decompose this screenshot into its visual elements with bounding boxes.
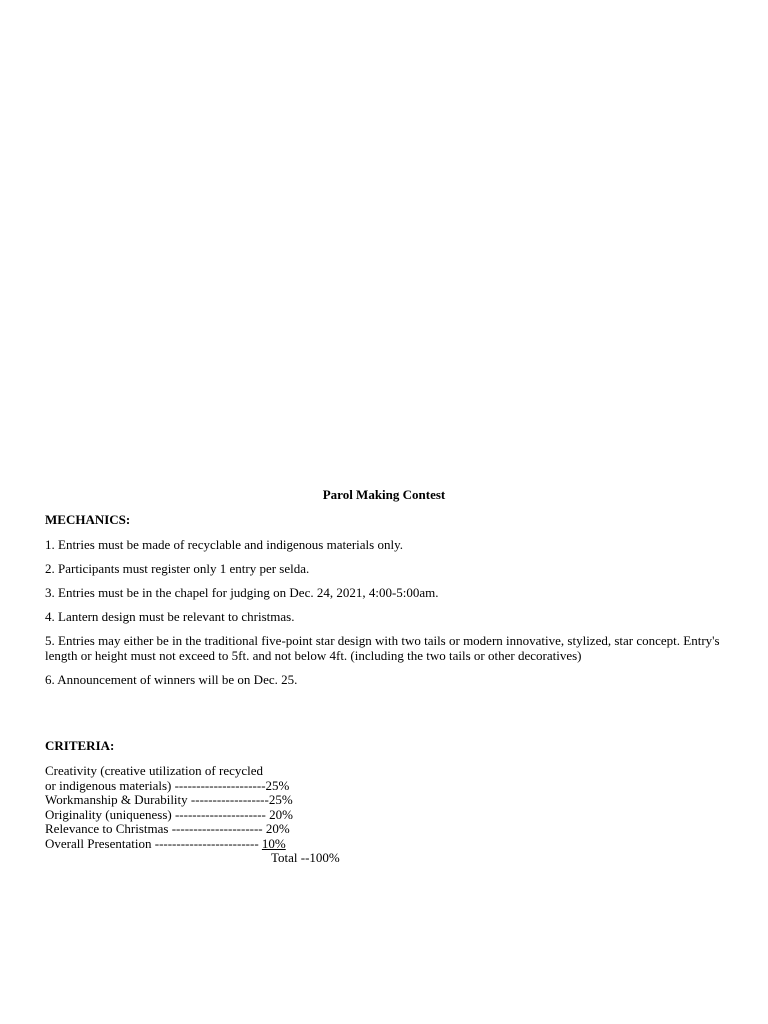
mechanics-item: 6. Announcement of winners will be on Dec. 25.	[45, 672, 298, 687]
mechanics-item: 2. Participants must register only 1 entry per selda.	[45, 561, 310, 576]
criteria-line: Creativity (creative utilization of recycled	[45, 763, 264, 778]
criteria-line: or indigenous materials) ---------------------25%	[45, 777, 290, 793]
criteria-line: Originality (uniqueness) --------------------- 20%	[45, 806, 293, 822]
mechanics-list	[45, 537, 725, 696]
page-title: Parol Making Contest	[322, 487, 446, 502]
criteria-line-overall	[45, 837, 293, 852]
criteria-heading: CRITERIA:	[45, 738, 115, 753]
mechanics-item: 3. Entries must be in the chapel for judging on Dec. 24, 2021, 4:00-5:00am.	[45, 585, 439, 600]
criteria-total: Total --100%	[271, 850, 340, 865]
mechanics-item: 4. Lantern design must be relevant to christmas.	[45, 609, 295, 624]
criteria-line: Relevance to Christmas --------------------- 20%	[45, 821, 290, 836]
mechanics-item: 1. Entries must be made of recyclable and indigenous materials only.	[45, 537, 403, 552]
mechanics-heading: MECHANICS:	[45, 512, 131, 527]
criteria-line-label: Overall Presentation ------------------------	[45, 835, 262, 851]
criteria-list	[45, 764, 293, 851]
mechanics-item: 5. Entries may either be in the traditional five-point star design with two tails or modern innovative, stylized, star concept. Entry's length or height must not exceed to 5ft. and not below 4ft. (including the two tails or other decoratives)	[45, 633, 720, 663]
criteria-line: Workmanship & Durability ------------------25%	[45, 792, 293, 807]
criteria-line-value: 10%	[261, 835, 286, 851]
